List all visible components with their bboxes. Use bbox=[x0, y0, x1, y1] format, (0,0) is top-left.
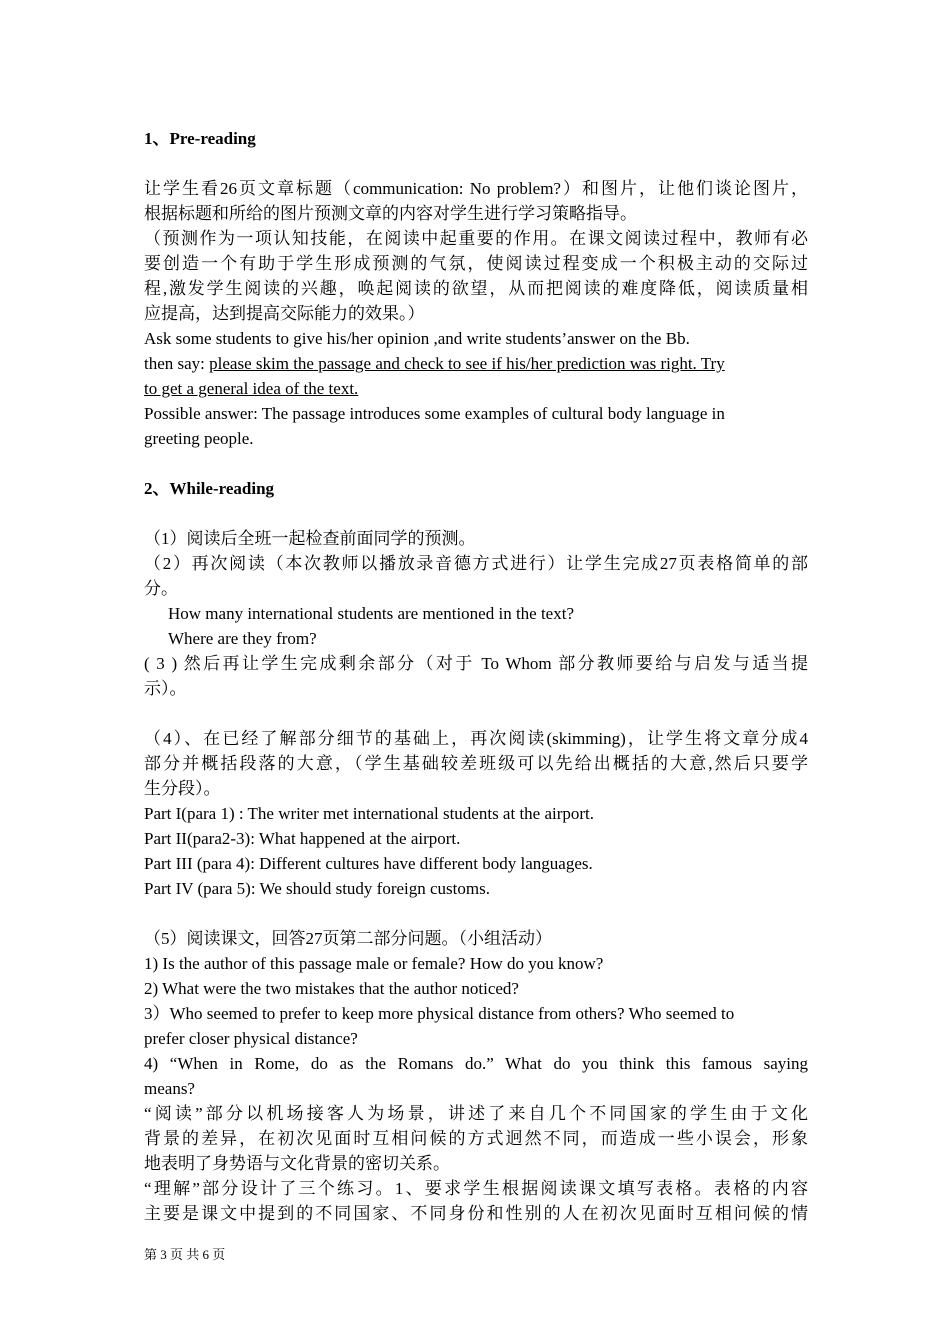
step-3-line: 示）。 bbox=[144, 679, 187, 698]
spacer bbox=[144, 901, 808, 926]
step-4-line: （4）、在已经了解部分细节的基础上，再次阅读(skimming)，让学生将文章分成4 bbox=[144, 729, 808, 748]
section-heading-while-reading: 2、While-reading bbox=[144, 479, 275, 498]
step-1: （1）阅读后全班一起检查前面同学的预测。 bbox=[144, 529, 476, 548]
indented-question: Where are they from? bbox=[168, 629, 317, 648]
spacer bbox=[144, 451, 808, 476]
indented-question: How many international students are mentioned in the text? bbox=[168, 604, 574, 623]
reading-summary-line: “阅读”部分以机场接客人为场景，讲述了来自几个不同国家的学生由于文化 bbox=[144, 1104, 808, 1123]
spacer bbox=[144, 701, 808, 726]
paragraph-line: （预测作为一项认知技能，在阅读中起重要的作用。在课文阅读过程中，教师有必 bbox=[144, 229, 808, 248]
paragraph-line: 应提高，达到提高交际能力的效果。） bbox=[144, 304, 425, 323]
section-heading-pre-reading: 1、Pre-reading bbox=[144, 129, 256, 148]
comprehension-question: 3）Who seemed to prefer to keep more physical distance from others? Who seemed to bbox=[144, 1004, 735, 1023]
understanding-line: 主要是课文中提到的不同国家、不同身份和性别的人在初次见面时互相问候的情 bbox=[144, 1204, 808, 1223]
paragraph-line: 根据标题和所给的图片预测文章的内容对学生进行学习策略指导。 bbox=[144, 204, 637, 223]
understanding-line: “理解”部分设计了三个练习。1、要求学生根据阅读课文填写表格。表格的内容 bbox=[144, 1179, 808, 1198]
part-summary: Part IV (para 5): We should study foreign customs. bbox=[144, 879, 490, 898]
page-content bbox=[144, 126, 808, 1226]
paragraph-line: 让学生看26页文章标题（communication: No problem?）和图片，让他们谈论图片， bbox=[144, 179, 808, 198]
skim-instruction: please skim the passage and check to see if his/her prediction was right. Try bbox=[209, 354, 725, 373]
step-4-line: 生分段）。 bbox=[144, 779, 221, 798]
page-footer: 第 3 页 共 6 页 bbox=[144, 1247, 226, 1262]
spacer bbox=[144, 151, 808, 176]
then-say-line-2 bbox=[144, 376, 808, 401]
part-summary: Part II(para2-3): What happened at the airport. bbox=[144, 829, 461, 848]
comprehension-question: prefer closer physical distance? bbox=[144, 1029, 358, 1048]
step-2-line: （2）再次阅读（本次教师以播放录音德方式进行）让学生完成27页表格简单的部 bbox=[144, 554, 808, 573]
reading-summary-line: 地表明了身势语与文化背景的密切关系。 bbox=[144, 1154, 450, 1173]
then-say-prefix: then say: bbox=[144, 354, 210, 373]
then-say-line bbox=[144, 351, 808, 376]
comprehension-question: means? bbox=[144, 1079, 195, 1098]
possible-answer-line: greeting people. bbox=[144, 429, 254, 448]
step-4-line: 部分并概括段落的大意，（学生基础较差班级可以先给出概括的大意,然后只要学 bbox=[144, 754, 808, 773]
skim-instruction-continued: to get a general idea of the text. bbox=[144, 379, 359, 398]
reading-summary-line: 背景的差异，在初次见面时互相问候的方式迥然不同，而造成一些小误会，形象 bbox=[144, 1129, 808, 1148]
comprehension-question: 1) Is the author of this passage male or female? How do you know? bbox=[144, 954, 604, 973]
part-summary: Part III (para 4): Different cultures have different body languages. bbox=[144, 854, 593, 873]
paragraph-line: 程,激发学生阅读的兴趣，唤起阅读的欲望，从而把阅读的难度降低，阅读质量相 bbox=[144, 279, 808, 298]
spacer bbox=[144, 501, 808, 526]
step-3-line: ( 3 ) 然后再让学生完成剩余部分（对于 To Whom 部分教师要给与启发与适当提 bbox=[144, 654, 808, 673]
comprehension-question: 4) “When in Rome, do as the Romans do.” What do you think this famous saying bbox=[144, 1054, 808, 1073]
step-5: （5）阅读课文，回答27页第二部分问题。（小组活动） bbox=[144, 929, 552, 948]
possible-answer-line: Possible answer: The passage introduces some examples of cultural body language in bbox=[144, 404, 725, 423]
comprehension-question: 2) What were the two mistakes that the author noticed? bbox=[144, 979, 519, 998]
paragraph-line: Ask some students to give his/her opinion ,and write students’answer on the Bb. bbox=[144, 329, 690, 348]
step-2-line: 分。 bbox=[144, 579, 178, 598]
part-summary: Part I(para 1) : The writer met international students at the airport. bbox=[144, 804, 595, 823]
paragraph-line: 要创造一个有助于学生形成预测的气氛，使阅读过程变成一个积极主动的交际过 bbox=[144, 254, 808, 273]
